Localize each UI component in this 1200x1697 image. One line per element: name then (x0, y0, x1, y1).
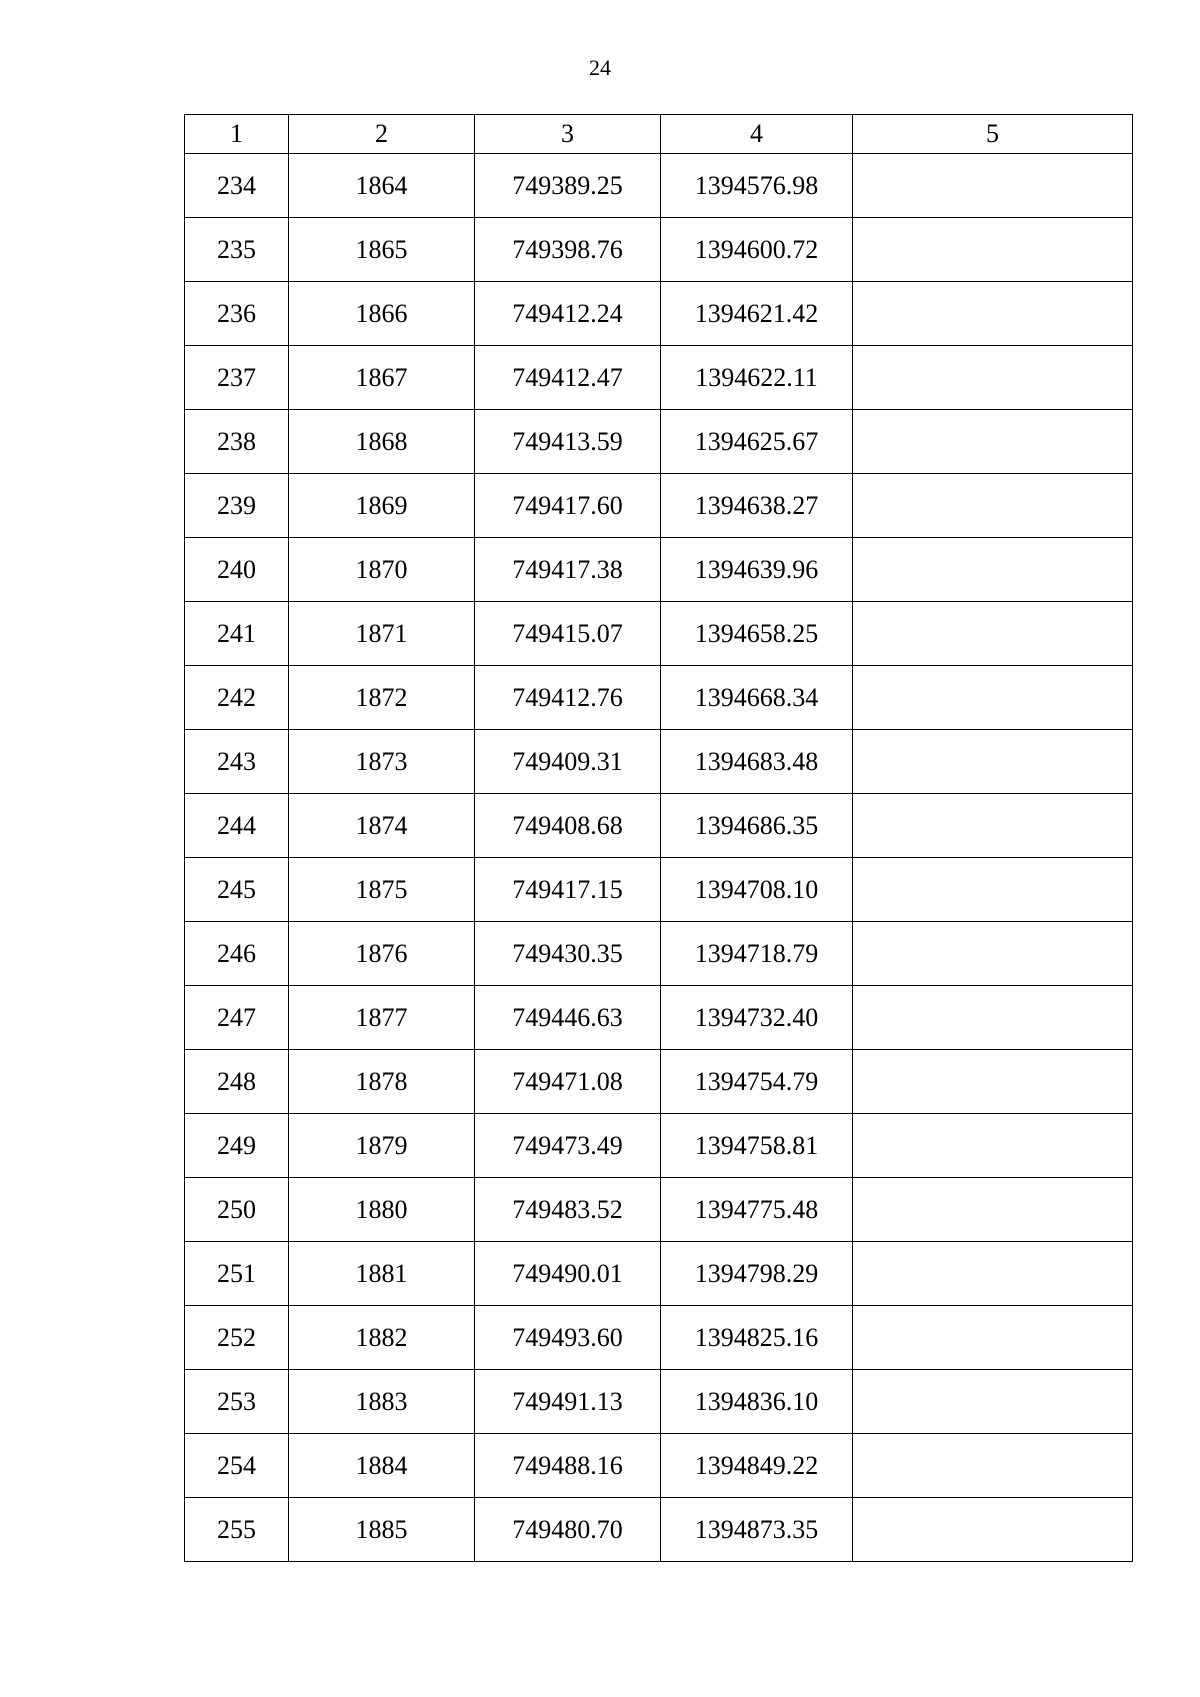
table-cell: 1394836.10 (661, 1370, 853, 1434)
table-cell: 246 (185, 922, 289, 986)
table-cell (853, 666, 1133, 730)
table-cell: 241 (185, 602, 289, 666)
table-cell: 749491.13 (475, 1370, 661, 1434)
table-cell (853, 794, 1133, 858)
table-row (185, 1242, 1133, 1306)
table-row (185, 1178, 1133, 1242)
table-cell: 1878 (289, 1050, 475, 1114)
table-cell: 1864 (289, 154, 475, 218)
table-cell: 243 (185, 730, 289, 794)
table-cell (853, 1242, 1133, 1306)
table-cell: 1882 (289, 1306, 475, 1370)
table-cell: 1394708.10 (661, 858, 853, 922)
table-cell: 1865 (289, 218, 475, 282)
table-cell: 1874 (289, 794, 475, 858)
table-cell: 1394718.79 (661, 922, 853, 986)
table-cell (853, 474, 1133, 538)
table-cell (853, 346, 1133, 410)
table-row (185, 986, 1133, 1050)
table-cell: 749430.35 (475, 922, 661, 986)
table-cell: 749480.70 (475, 1498, 661, 1562)
table-cell: 249 (185, 1114, 289, 1178)
table-cell: 1394732.40 (661, 986, 853, 1050)
table-row (185, 922, 1133, 986)
table-cell (853, 1370, 1133, 1434)
table-cell: 251 (185, 1242, 289, 1306)
column-header: 1 (185, 115, 289, 154)
table-cell: 1394686.35 (661, 794, 853, 858)
table-row (185, 1114, 1133, 1178)
table-cell (853, 282, 1133, 346)
table-cell: 1394621.42 (661, 282, 853, 346)
table-cell: 749409.31 (475, 730, 661, 794)
column-header: 2 (289, 115, 475, 154)
table-cell: 749412.24 (475, 282, 661, 346)
table-cell: 1394600.72 (661, 218, 853, 282)
table-cell: 1394758.81 (661, 1114, 853, 1178)
table-cell: 248 (185, 1050, 289, 1114)
table-row (185, 410, 1133, 474)
table-cell: 238 (185, 410, 289, 474)
table-cell: 245 (185, 858, 289, 922)
table-cell (853, 218, 1133, 282)
table-cell: 1869 (289, 474, 475, 538)
table-cell: 237 (185, 346, 289, 410)
table-cell: 1880 (289, 1178, 475, 1242)
table-cell: 1883 (289, 1370, 475, 1434)
table-cell: 1870 (289, 538, 475, 602)
table-cell: 1394622.11 (661, 346, 853, 410)
table-cell (853, 858, 1133, 922)
table-cell: 1875 (289, 858, 475, 922)
table-cell (853, 1434, 1133, 1498)
table-cell: 1394638.27 (661, 474, 853, 538)
table-row (185, 218, 1133, 282)
table-cell (853, 1498, 1133, 1562)
table-row (185, 282, 1133, 346)
page-number: 24 (589, 55, 611, 80)
table-cell: 749483.52 (475, 1178, 661, 1242)
table-cell (853, 154, 1133, 218)
table-cell (853, 538, 1133, 602)
table-cell: 240 (185, 538, 289, 602)
table-cell: 749389.25 (475, 154, 661, 218)
table-cell: 749417.15 (475, 858, 661, 922)
table-cell: 749488.16 (475, 1434, 661, 1498)
column-header: 5 (853, 115, 1133, 154)
table-cell: 749446.63 (475, 986, 661, 1050)
table-cell: 749413.59 (475, 410, 661, 474)
table-cell: 1866 (289, 282, 475, 346)
table-row (185, 1050, 1133, 1114)
table-cell: 244 (185, 794, 289, 858)
table-row (185, 666, 1133, 730)
table-cell: 1394849.22 (661, 1434, 853, 1498)
table-row (185, 1370, 1133, 1434)
table-cell: 253 (185, 1370, 289, 1434)
table-cell: 1885 (289, 1498, 475, 1562)
table-cell (853, 922, 1133, 986)
table-cell: 254 (185, 1434, 289, 1498)
table-cell: 1876 (289, 922, 475, 986)
table-row (185, 538, 1133, 602)
table-cell: 1867 (289, 346, 475, 410)
table-cell: 749471.08 (475, 1050, 661, 1114)
table-row (185, 602, 1133, 666)
table-cell: 247 (185, 986, 289, 1050)
table-cell: 1879 (289, 1114, 475, 1178)
table-cell: 252 (185, 1306, 289, 1370)
table-cell: 1394683.48 (661, 730, 853, 794)
table-row (185, 1498, 1133, 1562)
table-body (185, 154, 1133, 1562)
table-cell: 749493.60 (475, 1306, 661, 1370)
table-row (185, 1434, 1133, 1498)
table-row (185, 794, 1133, 858)
table-cell: 1394658.25 (661, 602, 853, 666)
table-cell: 1394825.16 (661, 1306, 853, 1370)
table-cell: 749415.07 (475, 602, 661, 666)
table-cell: 1884 (289, 1434, 475, 1498)
column-header: 4 (661, 115, 853, 154)
table-row (185, 154, 1133, 218)
table-cell: 1394798.29 (661, 1242, 853, 1306)
table-row (185, 474, 1133, 538)
table-cell: 1881 (289, 1242, 475, 1306)
table-cell: 1873 (289, 730, 475, 794)
table-cell: 234 (185, 154, 289, 218)
table-cell (853, 986, 1133, 1050)
table-row (185, 858, 1133, 922)
table-cell: 749408.68 (475, 794, 661, 858)
table-cell: 749412.47 (475, 346, 661, 410)
coordinates-table (184, 114, 1133, 1562)
table-cell: 1394639.96 (661, 538, 853, 602)
table-cell: 749398.76 (475, 218, 661, 282)
table-cell (853, 1306, 1133, 1370)
table-cell: 235 (185, 218, 289, 282)
table-cell (853, 602, 1133, 666)
table-cell: 1868 (289, 410, 475, 474)
table-cell: 1394576.98 (661, 154, 853, 218)
table-cell: 239 (185, 474, 289, 538)
header-row (185, 115, 1133, 154)
table-cell: 1877 (289, 986, 475, 1050)
column-header: 3 (475, 115, 661, 154)
table-cell: 242 (185, 666, 289, 730)
table-header (185, 115, 1133, 154)
table-cell: 749417.60 (475, 474, 661, 538)
table-cell (853, 1114, 1133, 1178)
table-cell: 1394775.48 (661, 1178, 853, 1242)
table-cell: 1394873.35 (661, 1498, 853, 1562)
table-cell: 1871 (289, 602, 475, 666)
table-cell: 1394754.79 (661, 1050, 853, 1114)
table-cell: 749417.38 (475, 538, 661, 602)
table-cell: 255 (185, 1498, 289, 1562)
table-cell: 749473.49 (475, 1114, 661, 1178)
table-cell: 236 (185, 282, 289, 346)
table-cell (853, 730, 1133, 794)
table-row (185, 730, 1133, 794)
table-cell (853, 1050, 1133, 1114)
table-cell: 1394625.67 (661, 410, 853, 474)
table-cell: 749490.01 (475, 1242, 661, 1306)
table-row (185, 346, 1133, 410)
table-cell: 1394668.34 (661, 666, 853, 730)
table-cell (853, 1178, 1133, 1242)
table-cell: 1872 (289, 666, 475, 730)
table-cell (853, 410, 1133, 474)
table-cell: 749412.76 (475, 666, 661, 730)
table-cell: 250 (185, 1178, 289, 1242)
table-row (185, 1306, 1133, 1370)
